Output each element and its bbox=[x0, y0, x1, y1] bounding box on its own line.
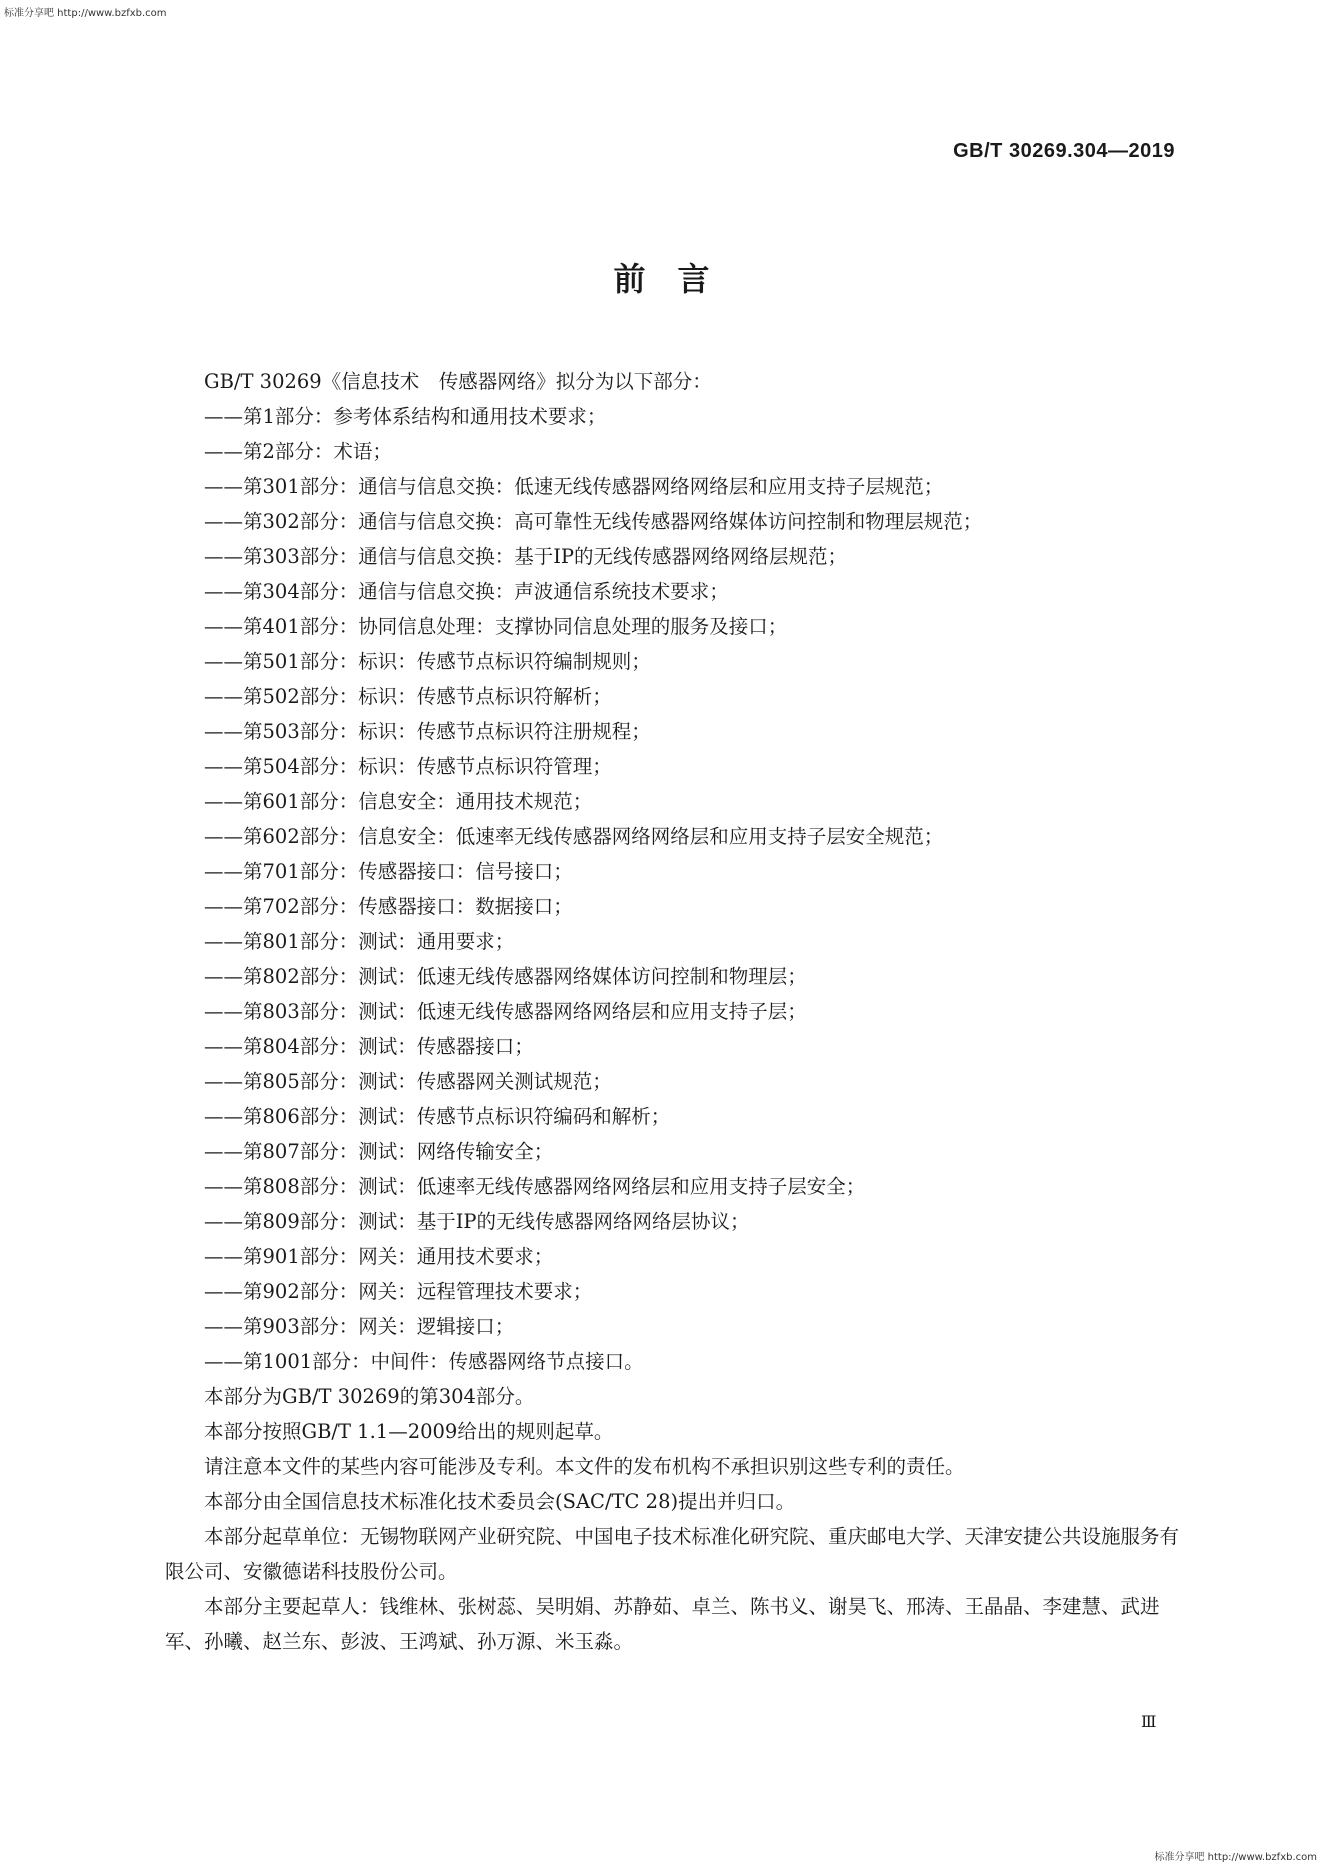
part-item: ——第701部分：传感器接口：信号接口； bbox=[204, 860, 573, 883]
part-item: ——第808部分：测试：低速率无线传感器网络网络层和应用支持子层安全； bbox=[204, 1175, 866, 1198]
part-item: ——第803部分：测试：低速无线传感器网络网络层和应用支持子层； bbox=[204, 1000, 807, 1023]
drafting-rules-paragraph: 本部分按照GB/T 1.1—2009给出的规则起草。 bbox=[204, 1420, 614, 1443]
drafters-paragraph: 本部分主要起草人：钱维林、张树蕊、吴明娟、苏静茹、卓兰、陈书义、谢昊飞、邢涛、王晶晶、李建慧、武进军、孙曦、赵兰东、彭波、王鸿斌、孙万源、米玉淼。 bbox=[165, 1595, 1160, 1653]
part-item: ——第301部分：通信与信息交换：低速无线传感器网络网络层和应用支持子层规范； bbox=[204, 475, 944, 498]
watermark-bottom: 标准分享吧 http://www.bzfxb.com bbox=[1154, 1852, 1317, 1863]
part-item: ——第901部分：网关：通用技术要求； bbox=[204, 1245, 554, 1268]
part-item: ——第501部分：标识：传感节点标识符编制规则； bbox=[204, 650, 651, 673]
watermark-top: 标准分享吧 http://www.bzfxb.com bbox=[4, 8, 167, 19]
part-item: ——第802部分：测试：低速无线传感器网络媒体访问控制和物理层； bbox=[204, 965, 807, 988]
document-body bbox=[165, 364, 1185, 1659]
part-item: ——第902部分：网关：远程管理技术要求； bbox=[204, 1280, 593, 1303]
proposer-paragraph: 本部分由全国信息技术标准化技术委员会(SAC/TC 28)提出并归口。 bbox=[204, 1490, 796, 1513]
standard-code: GB/T 30269.304—2019 bbox=[953, 140, 1175, 162]
parts-list bbox=[165, 399, 1185, 1379]
part-item: ——第2部分：术语； bbox=[204, 440, 392, 463]
part-item: ——第502部分：标识：传感节点标识符解析； bbox=[204, 685, 612, 708]
part-item: ——第806部分：测试：传感节点标识符编码和解析； bbox=[204, 1105, 671, 1128]
part-item: ——第807部分：测试：网络传输安全； bbox=[204, 1140, 554, 1163]
part-item: ——第303部分：通信与信息交换：基于IP的无线传感器网络网络层规范； bbox=[204, 545, 848, 568]
part-item: ——第401部分：协同信息处理：支撑协同信息处理的服务及接口； bbox=[204, 615, 788, 638]
part-item: ——第503部分：标识：传感节点标识符注册规程； bbox=[204, 720, 651, 743]
patent-notice-paragraph: 请注意本文件的某些内容可能涉及专利。本文件的发布机构不承担识别这些专利的责任。 bbox=[204, 1455, 965, 1478]
drafting-organizations-paragraph: 本部分起草单位：无锡物联网产业研究院、中国电子技术标准化研究院、重庆邮电大学、天津安捷公共设施服务有限公司、安徽德诺科技股份公司。 bbox=[165, 1525, 1180, 1583]
part-item: ——第1001部分：中间件：传感器网络节点接口。 bbox=[204, 1350, 644, 1373]
part-item: ——第504部分：标识：传感节点标识符管理； bbox=[204, 755, 612, 778]
part-item: ——第702部分：传感器接口：数据接口； bbox=[204, 895, 573, 918]
intro-paragraph: GB/T 30269《信息技术 传感器网络》拟分为以下部分： bbox=[204, 370, 712, 393]
part-item: ——第903部分：网关：逻辑接口； bbox=[204, 1315, 515, 1338]
part-item: ——第804部分：测试：传感器接口； bbox=[204, 1035, 534, 1058]
part-item: ——第809部分：测试：基于IP的无线传感器网络网络层协议； bbox=[204, 1210, 750, 1233]
part-item: ——第805部分：测试：传感器网关测试规范； bbox=[204, 1070, 612, 1093]
part-item: ——第304部分：通信与信息交换：声波通信系统技术要求； bbox=[204, 580, 729, 603]
page-title: 前言 bbox=[613, 260, 742, 298]
part-item: ——第302部分：通信与信息交换：高可靠性无线传感器网络媒体访问控制和物理层规范； bbox=[204, 510, 983, 533]
scope-paragraph: 本部分为GB/T 30269的第304部分。 bbox=[204, 1385, 535, 1408]
part-item: ——第801部分：测试：通用要求； bbox=[204, 930, 515, 953]
part-item: ——第602部分：信息安全：低速率无线传感器网络网络层和应用支持子层安全规范； bbox=[204, 825, 944, 848]
part-item: ——第601部分：信息安全：通用技术规范； bbox=[204, 790, 593, 813]
part-item: ——第1部分：参考体系结构和通用技术要求； bbox=[204, 405, 607, 428]
page-number: Ⅲ bbox=[1141, 1712, 1157, 1731]
